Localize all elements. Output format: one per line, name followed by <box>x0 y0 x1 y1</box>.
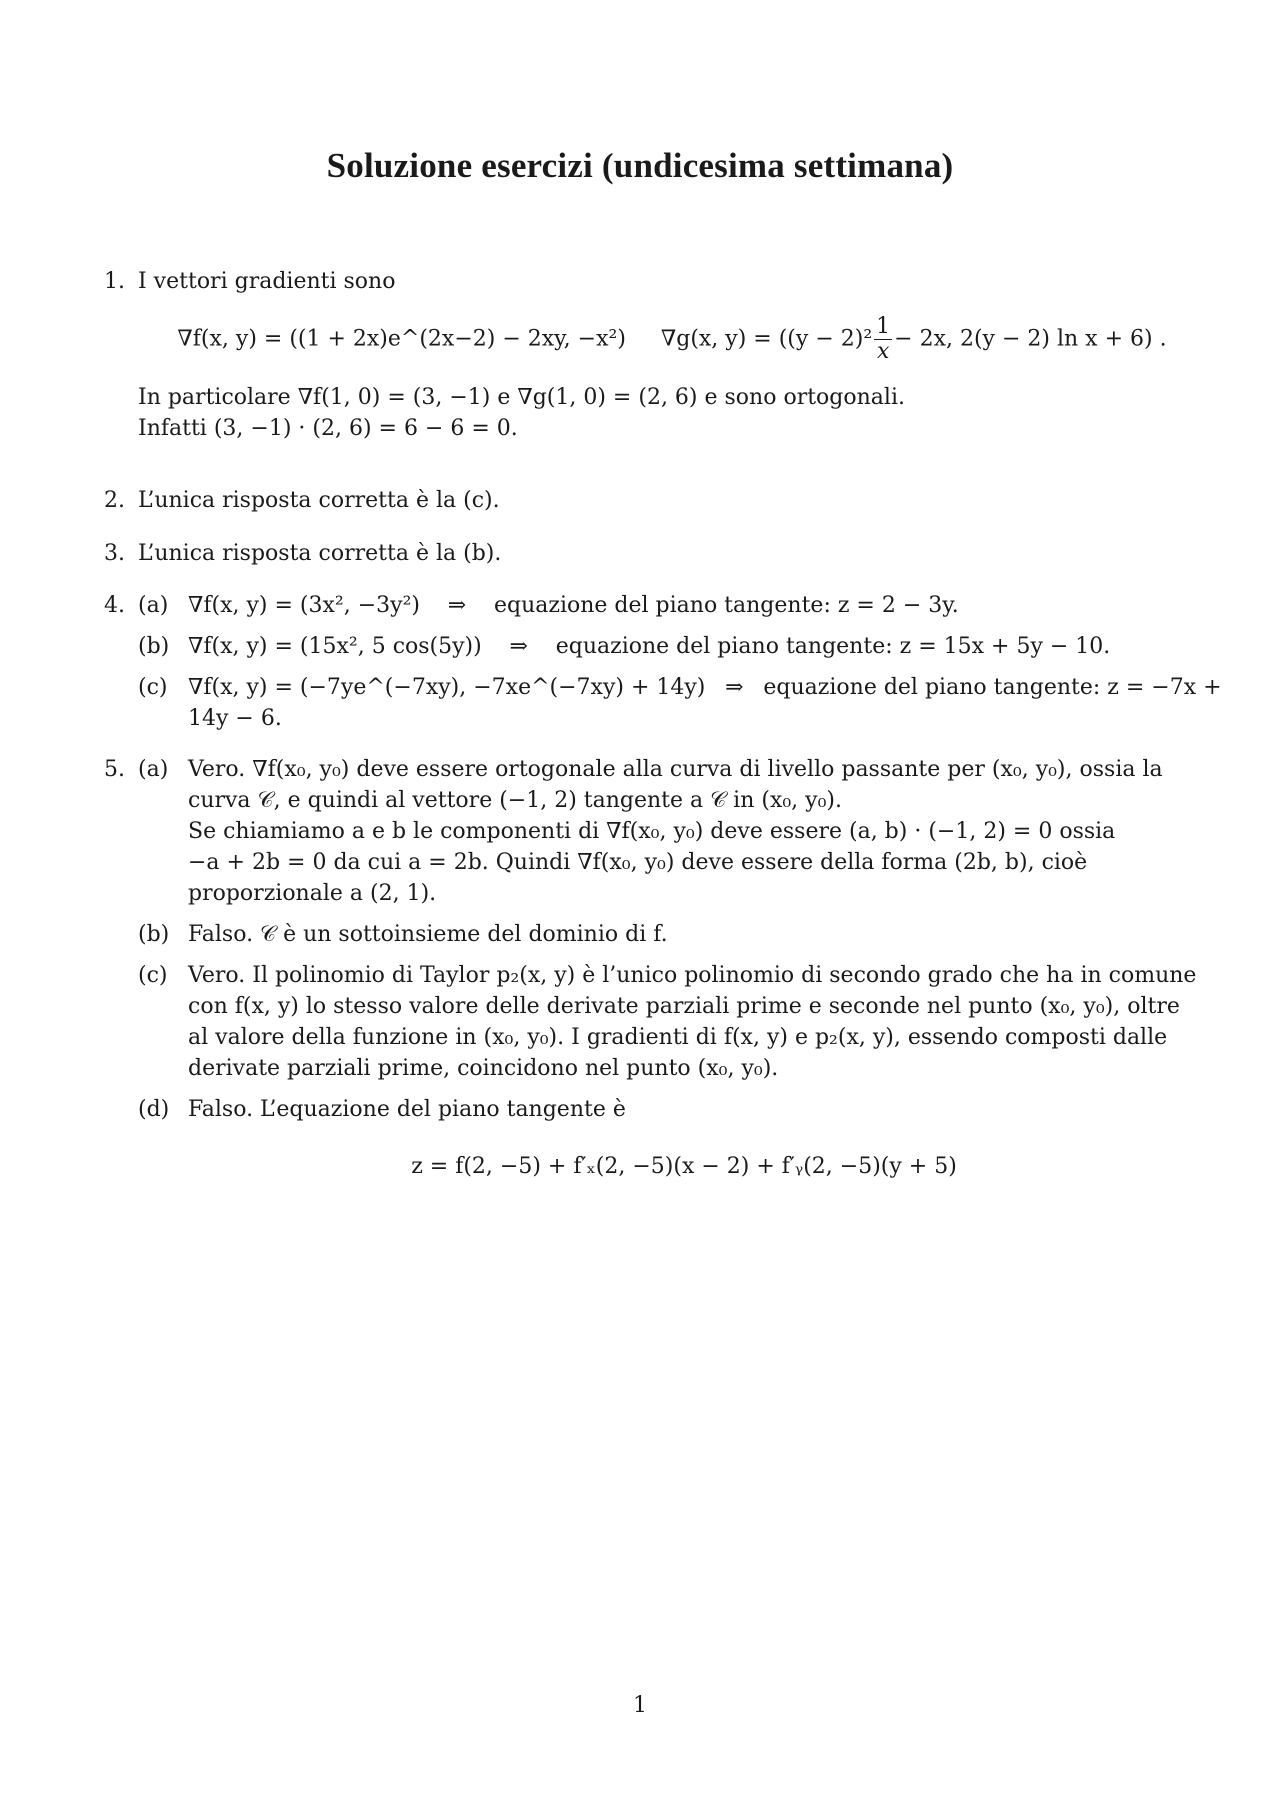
exercise-5-part-b <box>138 919 1180 950</box>
text-line: Vero. ∇f(x₀, y₀) deve essere ortogonale alla curva di livello passante per (x₀, y₀), ossia la <box>188 757 1163 782</box>
exercise-1-line-1: In particolare ∇f(1, 0) = (3, −1) e ∇g(1, 0) = (2, 6) e sono ortogonali. <box>138 385 905 410</box>
exercise-number: 1. <box>104 269 125 294</box>
implies-arrow: ⇒ <box>447 593 467 618</box>
part-label: (d) <box>138 1097 170 1122</box>
implies-arrow: ⇒ <box>509 634 528 659</box>
gradient-expression: ∇f(x, y) = (3x², −3y²) <box>188 593 420 618</box>
part-label: (a) <box>138 757 169 782</box>
gradient-expression: ∇f(x, y) = (15x², 5 cos(5y)) <box>188 634 482 659</box>
fraction-denominator: x <box>876 339 890 364</box>
exercise-number: 4. <box>104 593 125 618</box>
exercise-1-intro: I vettori gradienti sono <box>138 269 396 294</box>
text-line: Se chiamiamo a e b le componenti di ∇f(x₀, y₀) deve essere (a, b) · (−1, 2) = 0 ossia <box>188 819 1116 844</box>
text-line: Vero. Il polinomio di Taylor p₂(x, y) è l’unico polinomio di secondo grado che ha in comune <box>188 963 1197 988</box>
exercise-2 <box>104 485 1180 516</box>
part-label: (c) <box>138 963 168 988</box>
exercise-3 <box>104 538 1180 569</box>
text-line: con f(x, y) lo stesso valore delle derivate parziali prime e seconde nel punto (x₀, y₀), oltre <box>188 994 1180 1019</box>
exercise-1-line-2: Infatti (3, −1) · (2, 6) = 6 − 6 = 0. <box>138 416 518 441</box>
implies-arrow: ⇒ <box>725 675 744 700</box>
gradient-f-formula: ∇f(x, y) = ((1 + 2x)e^(2x−2) − 2xy, −x²) <box>177 326 626 352</box>
gradient-formula <box>104 315 1180 364</box>
exercise-number: 2. <box>104 488 125 513</box>
page-title: Soluzione esercizi (undicesima settimana) <box>326 146 954 185</box>
part-label: (c) <box>138 675 168 700</box>
text-line: derivate parziali prime, coincidono nel punto (x₀, y₀). <box>188 1056 779 1081</box>
gradient-g-formula-end: − 2x, 2(y − 2) ln x + 6) . <box>894 326 1167 352</box>
exercise-4-part-a <box>138 590 1180 631</box>
page-number: 1 <box>633 1693 647 1718</box>
exercise-5-part-a <box>138 754 1180 909</box>
text-line: Falso. L’equazione del piano tangente è <box>188 1097 626 1122</box>
exercise-4-part-c <box>138 672 1222 734</box>
text-line: al valore della funzione in (x₀, y₀). I gradienti di f(x, y) e p₂(x, y), essendo composti dalle <box>188 1025 1168 1050</box>
gradient-g-formula-start: ∇g(x, y) = ((y − 2)² <box>660 326 873 352</box>
tangent-plane-equation: equazione del piano tangente: z = −7x + <box>763 675 1222 700</box>
text-line: Falso. 𝒞 è un sottoinsieme del dominio di f. <box>188 922 668 947</box>
gradient-expression: ∇f(x, y) = (−7ye^(−7xy), −7xe^(−7xy) + 14y) <box>188 675 706 700</box>
exercise-3-text: L’unica risposta corretta è la (b). <box>138 541 502 566</box>
text-line: −a + 2b = 0 da cui a = 2b. Quindi ∇f(x₀, y₀) deve essere della forma (2b, b), cioè <box>188 850 1088 875</box>
exercise-4-part-b <box>138 631 1180 672</box>
exercise-number: 3. <box>104 541 125 566</box>
text-line: curva 𝒞, e quindi al vettore (−1, 2) tangente a 𝒞 in (x₀, y₀). <box>188 788 842 813</box>
exercise-5-part-d <box>138 1094 1180 1182</box>
part-label: (b) <box>138 634 170 659</box>
fraction-numerator: 1 <box>876 314 891 339</box>
exercise-5-part-c <box>138 960 1197 1084</box>
exercise-4 <box>104 590 1222 734</box>
tangent-plane-equation: equazione del piano tangente: z = 15x + 5y − 10. <box>555 634 1111 659</box>
tangent-plane-display-equation: z = f(2, −5) + f′ₓ(2, −5)(x − 2) + f′ᵧ(2, −5)(y + 5) <box>411 1154 957 1179</box>
text-line: proporzionale a (2, 1). <box>188 881 437 906</box>
fraction <box>874 315 892 364</box>
tangent-plane-equation: equazione del piano tangente: z = 2 − 3y. <box>493 593 959 618</box>
exercise-1 <box>104 266 1180 444</box>
exercise-2-text: L’unica risposta corretta è la (c). <box>138 488 500 513</box>
part-label: (a) <box>138 593 169 618</box>
part-label: (b) <box>138 922 170 947</box>
exercise-5 <box>104 754 1197 1200</box>
exercise-number: 5. <box>104 757 125 782</box>
tangent-plane-equation-continued: 14y − 6. <box>188 706 282 731</box>
